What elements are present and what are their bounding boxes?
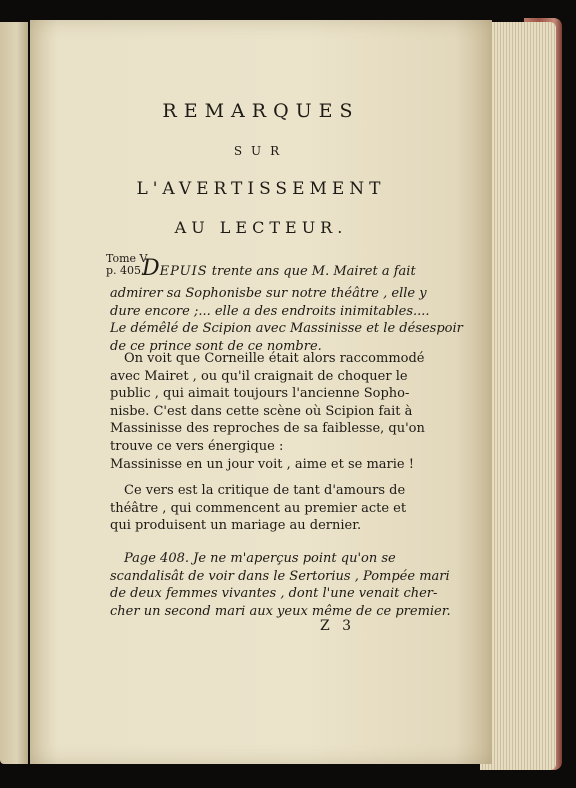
text-line: nisbe. C'est dans cette scène où Scipion fait à <box>110 403 413 419</box>
text-line: trouve ce vers énergique : <box>110 438 284 454</box>
quote-line: dure encore ;... elle a des endroits inimitables.... <box>110 303 430 319</box>
text-line: théâtre , qui commencent au premier acte et <box>110 500 407 516</box>
signature-mark: Z 3 <box>320 618 356 634</box>
margin-reference-tome: Tome V, <box>106 252 150 265</box>
paragraph-corneille <box>110 350 425 455</box>
drop-cap: D <box>142 256 160 281</box>
quote-line: admirer sa Sophonisbe sur notre théâtre , elle y <box>110 286 427 301</box>
text-line: scandalisât de voir dans le Sertorius , Pompée mari <box>110 568 450 584</box>
book-page <box>30 20 492 764</box>
verse-line <box>110 456 413 474</box>
heading-remarques: REMARQUES <box>162 100 360 122</box>
facing-page-edge <box>0 22 28 764</box>
quote-paragraph-cont <box>110 285 463 355</box>
text-line: public , qui aimait toujours l'ancienne Sopho- <box>110 386 410 401</box>
heading-sur: SUR <box>233 144 289 158</box>
margin-reference-page: p. 405. <box>106 264 145 277</box>
quote-line: trente ans que M. Mairet a fait <box>207 264 416 279</box>
quote-paragraph <box>142 256 416 281</box>
text-line: On voit que Corneille était alors raccommodé <box>124 351 425 366</box>
text-line: Massinisse des reproches de sa faiblesse, qu'on <box>110 421 425 436</box>
text-line: avec Mairet , ou qu'il craignait de choquer le <box>110 368 408 384</box>
text-line: cher un second mari aux yeux même de ce premier. <box>110 603 451 619</box>
text-line: de deux femmes vivantes , dont l'une venait cher- <box>110 586 438 601</box>
text-line: Page 408. Je ne m'aperçus point qu'on se <box>124 551 396 566</box>
paragraph-page-408 <box>110 550 451 620</box>
text-line: qui produisent un mariage au dernier. <box>110 518 362 533</box>
quote-line: Le démêlé de Scipion avec Massinisse et le désespoir <box>110 321 463 336</box>
paragraph-critique <box>110 482 413 535</box>
quote-line: de ce prince sont de ce nombre. <box>110 338 322 354</box>
text-line: Ce vers est la critique de tant d'amours de <box>124 483 406 498</box>
verse-text: Massinisse en un jour voit , aime et se marie ! <box>110 457 414 472</box>
heading-au-lecteur: AU LECTEUR. <box>174 218 348 237</box>
smallcaps-word: EPUIS <box>159 264 208 279</box>
heading-avertissement: L'AVERTISSEMENT <box>136 179 386 199</box>
